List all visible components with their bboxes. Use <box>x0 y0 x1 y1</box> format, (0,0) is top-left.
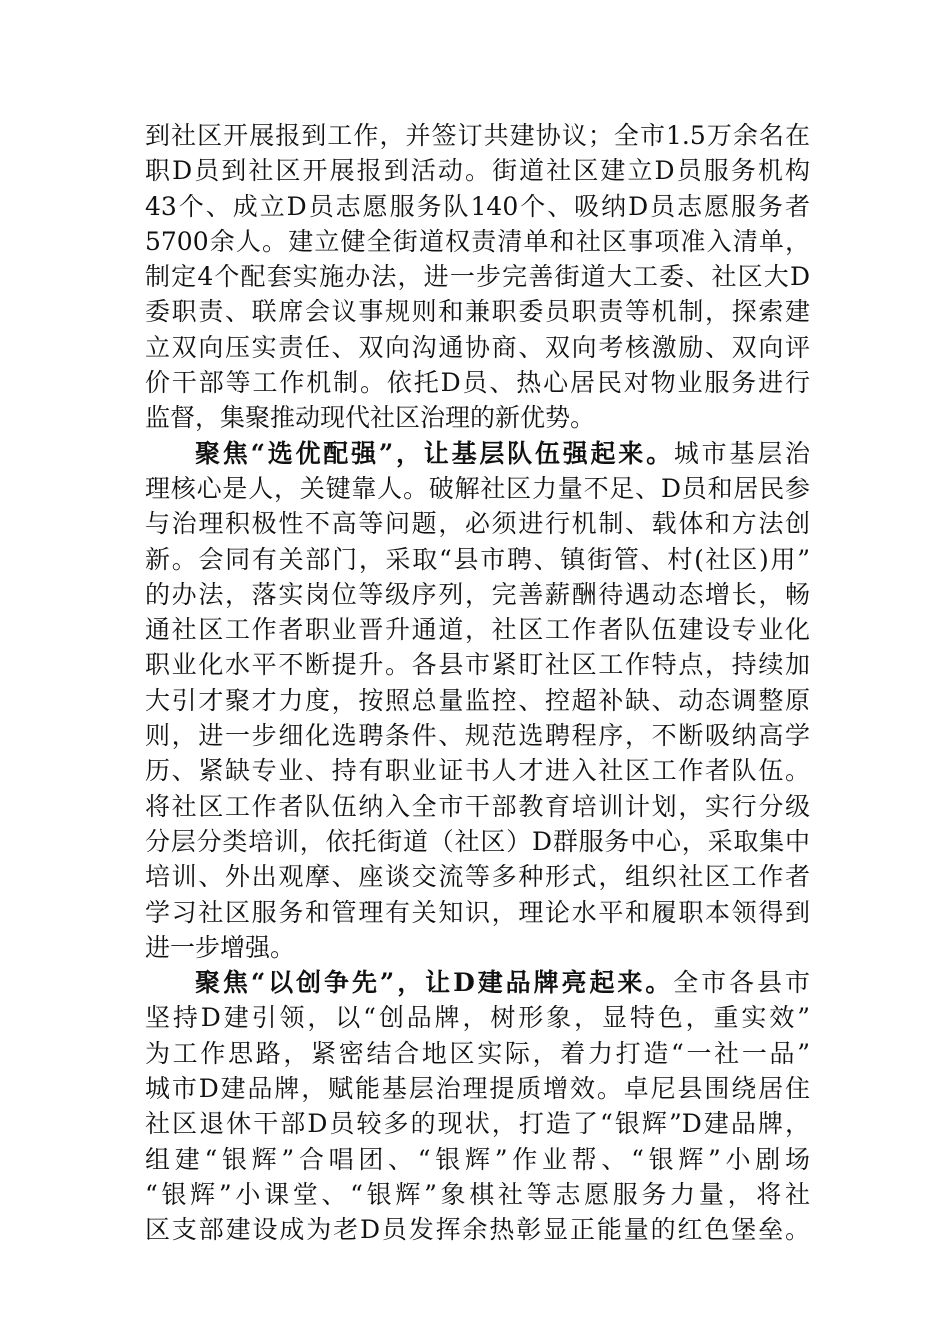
text-line: 则，进一步细化选聘条件、规范选聘程序，不断吸纳高学 <box>145 721 810 751</box>
text-line: 历、紧缺专业、持有职业证书人才进入社区工作者队伍。 <box>145 756 810 786</box>
text-line: 43个、成立D员志愿服务队140个、吸纳D员志愿服务者 <box>145 191 810 221</box>
text-line: 价干部等工作机制。依托D员、热心居民对物业服务进行 <box>145 368 810 398</box>
paragraph-heading: 聚焦“选优配强”，让基层队伍强起来。 <box>195 438 674 468</box>
paragraph-start-line <box>145 436 810 471</box>
text-line: 社区退休干部D员较多的现状，打造了“银辉”D建品牌， <box>145 1109 810 1139</box>
text-span: 全市各县市 <box>673 968 810 998</box>
text-line: 通社区工作者职业晋升通道，社区工作者队伍建设专业化 <box>145 615 810 645</box>
paragraph-start-line <box>145 965 810 1000</box>
text-line: 区支部建设成为老D员发挥余热彰显正能量的红色堡垒。 <box>145 1215 810 1245</box>
text-line: 监督，集聚推动现代社区治理的新优势。 <box>145 403 596 433</box>
text-line: “银辉”小课堂、“银辉”象棋社等志愿服务力量，将社 <box>145 1179 810 1209</box>
text-line: 分层分类培训，依托街道（社区）D群服务中心，采取集中 <box>145 826 810 856</box>
text-line: 培训、外出观摩、座谈交流等多种形式，组织社区工作者 <box>145 862 810 892</box>
text-line: 城市D建品牌，赋能基层治理提质增效。卓尼县围绕居住 <box>145 1074 810 1104</box>
text-line: 将社区工作者队伍纳入全市干部教育培训计划，实行分级 <box>145 791 810 821</box>
text-line: 理核心是人，关键靠人。破解社区力量不足、D员和居民参 <box>145 473 810 503</box>
text-line: 职D员到社区开展报到活动。街道社区建立D员服务机构 <box>145 156 810 186</box>
text-line: 大引才聚才力度，按照总量监控、控超补缺、动态调整原 <box>145 685 810 715</box>
text-span: 城市基层治 <box>673 438 810 468</box>
text-line: 与治理积极性不高等问题，必须进行机制、载体和方法创 <box>145 509 810 539</box>
text-line: 新。会同有关部门，采取“县市聘、镇街管、村(社区)用” <box>145 544 810 574</box>
text-line: 的办法，落实岗位等级序列，完善薪酬待遇动态增长，畅 <box>145 579 810 609</box>
paragraph-heading: 聚焦“以创争先”，让D建品牌亮起来。 <box>195 968 674 998</box>
text-line: 进一步增强。 <box>145 932 296 962</box>
text-line: 委职责、联席会议事规则和兼职委员职责等机制，探索建 <box>145 297 810 327</box>
text-line: 为工作思路，紧密结合地区实际，着力打造“一社一品” <box>145 1038 810 1068</box>
text-line: 职业化水平不断提升。各县市紧盯社区工作特点，持续加 <box>145 650 810 680</box>
text-line: 立双向压实责任、双向沟通协商、双向考核激励、双向评 <box>145 332 810 362</box>
text-line: 坚持D建引领，以“创品牌，树形象，显特色，重实效” <box>145 1003 810 1033</box>
text-line: 组建“银辉”合唱团、“银辉”作业帮、“银辉”小剧场 <box>145 1144 810 1174</box>
text-line: 到社区开展报到工作，并签订共建协议；全市1.5万余名在 <box>145 121 810 150</box>
body-text <box>145 118 810 1248</box>
text-line: 学习社区服务和管理有关知识，理论水平和履职本领得到 <box>145 897 810 927</box>
text-line: 制定4个配套实施办法，进一步完善街道大工委、社区大D <box>145 262 810 292</box>
text-line: 5700余人。建立健全街道权责清单和社区事项准入清单， <box>145 226 810 256</box>
